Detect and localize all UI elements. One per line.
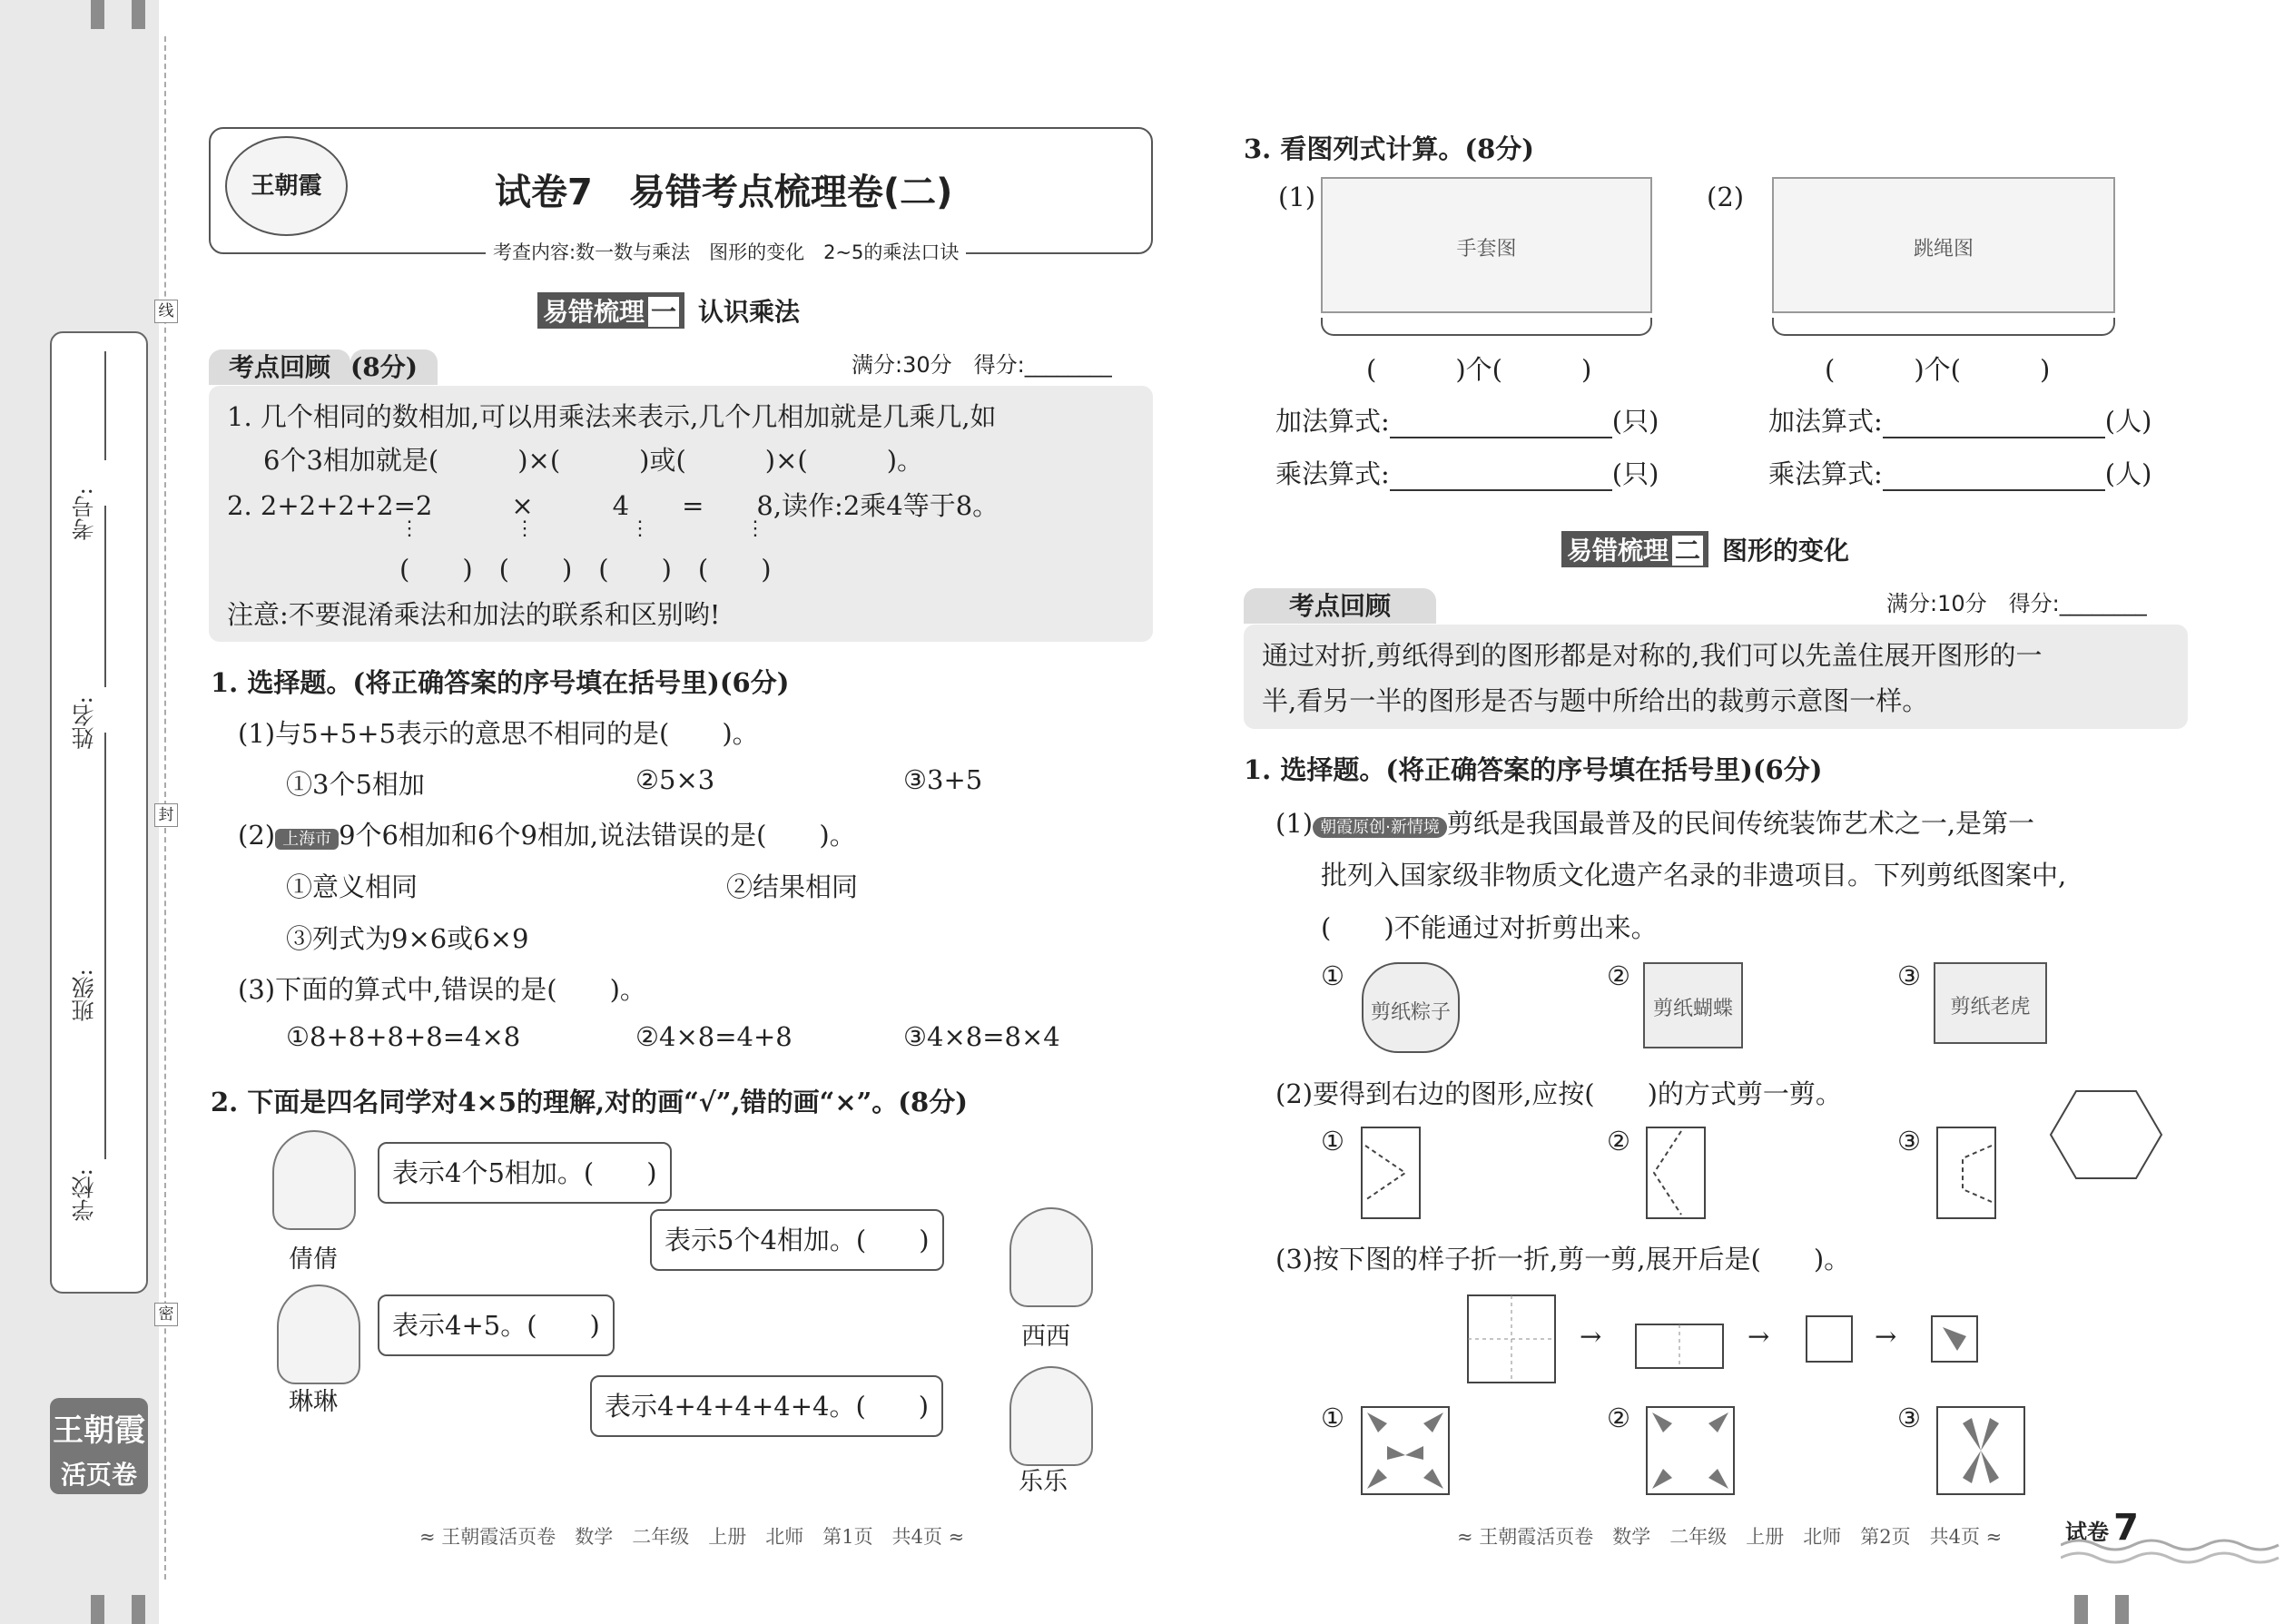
question-1-title: 1. 选择题。(将正确答案的序号填在括号里)(6分) bbox=[211, 667, 790, 698]
student-linlin-illustration bbox=[277, 1284, 360, 1384]
option[interactable]: ①8+8+8+8=4×8 bbox=[286, 1021, 521, 1052]
question-1-1: (1) 朝霞原创·新情境 剪纸是我国最普及的民间传统装饰艺术之一,是第一 bbox=[1275, 808, 2035, 839]
arrow: → bbox=[1748, 1321, 1770, 1352]
question-1-2: (2)要得到右边的图形,应按( )的方式剪一剪。 bbox=[1275, 1078, 1842, 1109]
question-text: ( )不能通过对折剪出来。 bbox=[1321, 912, 1658, 943]
cut-mark-seal: 封 bbox=[154, 803, 178, 827]
option[interactable]: ①3个5相加 bbox=[286, 769, 425, 800]
speech-bubble[interactable]: 表示5个4相加。( ) bbox=[650, 1209, 944, 1271]
review-line: ( ) ( ) ( ) ( ) bbox=[399, 554, 772, 585]
arrow: → bbox=[1875, 1321, 1897, 1352]
page-subtitle: 考查内容:数一数与乘法 图形的变化 2~5的乘法口诀 bbox=[486, 238, 966, 265]
crop-mark bbox=[2074, 1595, 2088, 1624]
class-field[interactable] bbox=[104, 733, 106, 960]
fold-step-rect bbox=[1634, 1321, 1725, 1371]
part-label: (2) bbox=[1707, 182, 1745, 212]
fold-cut-diagram bbox=[1360, 1126, 1423, 1221]
name-label: 姓名: bbox=[71, 696, 97, 750]
addition-label: 加法算式: (只) bbox=[1275, 406, 1659, 437]
cut-mark-secret: 密 bbox=[154, 1303, 178, 1326]
class-label: 班级: bbox=[71, 969, 97, 1022]
wave-decoration bbox=[2061, 1534, 2288, 1570]
cut-mark-line: 线 bbox=[154, 300, 178, 323]
gloves-illustration: 手套图 bbox=[1321, 177, 1652, 313]
papercut-butterfly-image: 剪纸蝴蝶 bbox=[1643, 962, 1743, 1048]
papercut-tiger-image: 剪纸老虎 bbox=[1934, 962, 2047, 1044]
id-field[interactable] bbox=[104, 351, 106, 460]
brand-logo: 王朝霞 活页卷 bbox=[50, 1398, 148, 1494]
fold-step-small bbox=[1805, 1314, 1855, 1364]
option[interactable]: ②结果相同 bbox=[726, 871, 859, 902]
student-name: 琳琳 bbox=[289, 1388, 338, 1416]
student-name: 倩倩 bbox=[289, 1245, 338, 1274]
option[interactable]: ① bbox=[1321, 1126, 1344, 1156]
question-1-1: (1)与5+5+5表示的意思不相同的是( )。 bbox=[238, 718, 759, 749]
region-tag: 上海市 bbox=[275, 829, 339, 850]
arrow: → bbox=[1580, 1321, 1602, 1352]
hexagon-target bbox=[2047, 1089, 2165, 1180]
footer-right: ≈ 王朝霞活页卷 数学 二年级 上册 北师 第2页 共4页 ≈ bbox=[1457, 1526, 2003, 1548]
school-label: 学校: bbox=[71, 1168, 97, 1222]
review-note: 注意:不要混淆乘法和加法的联系和区别哟! bbox=[227, 599, 721, 630]
crop-mark bbox=[132, 1595, 145, 1624]
question-1-3: (3)下面的算式中,错误的是( )。 bbox=[238, 974, 646, 1005]
option[interactable]: ① bbox=[1321, 1403, 1344, 1433]
option[interactable]: ② bbox=[1607, 960, 1630, 991]
fold-step-cut bbox=[1930, 1314, 1980, 1364]
option[interactable]: ③4×8=8×4 bbox=[903, 1021, 1060, 1052]
speech-bubble[interactable]: 表示4+4+4+4+4。( ) bbox=[590, 1375, 943, 1437]
speech-bubble[interactable]: 表示4个5相加。( ) bbox=[378, 1142, 672, 1204]
option[interactable]: ① bbox=[1321, 960, 1344, 991]
fold-step-square bbox=[1466, 1294, 1557, 1384]
name-field[interactable] bbox=[104, 506, 106, 687]
multiplication-label: 乘法算式: (只) bbox=[1275, 458, 1659, 489]
review-line: 半,看另一半的图形是否与题中所给出的裁剪示意图一样。 bbox=[1262, 685, 1929, 716]
multiplication-label: 乘法算式: (人) bbox=[1768, 458, 2152, 489]
student-name: 乐乐 bbox=[1019, 1468, 1068, 1496]
student-xixi-illustration bbox=[1009, 1207, 1093, 1307]
unfold-answer-diagram bbox=[1645, 1405, 1736, 1496]
brace bbox=[1321, 318, 1652, 336]
score-line-2: 满分:10分 得分:________ bbox=[1886, 591, 2147, 616]
review-line: 1. 几个相同的数相加,可以用乘法来表示,几个几相加就是几乘几,如 bbox=[227, 401, 997, 432]
answer-blank[interactable]: ( )个( ) bbox=[1366, 354, 1592, 385]
unfold-answer-diagram bbox=[1935, 1405, 2026, 1496]
section-heading-2: 易错梳理 二 图形的变化 bbox=[1561, 531, 1849, 567]
review-line: 通过对折,剪纸得到的图形都是对称的,我们可以先盖住展开图形的一 bbox=[1262, 640, 2043, 671]
page-title: 试卷7 易错考点梳理卷(二) bbox=[495, 172, 953, 213]
original-tag: 朝霞原创·新情境 bbox=[1313, 817, 1447, 838]
review-tab: 考点回顾 bbox=[1244, 586, 1436, 623]
publisher-seal: 王朝霞 bbox=[225, 136, 348, 236]
footer-left: ≈ 王朝霞活页卷 数学 二年级 上册 北师 第1页 共4页 ≈ bbox=[419, 1526, 965, 1548]
addition-label: 加法算式: (人) bbox=[1768, 406, 2152, 437]
part-label: (1) bbox=[1278, 182, 1316, 212]
score-line-1: 满分:30分 得分:________ bbox=[852, 352, 1112, 378]
review-line: 2. 2+2+2+2=2 × 4 = 8,读作:2乘4等于8。 bbox=[227, 490, 999, 521]
option[interactable]: ②4×8=4+8 bbox=[635, 1021, 793, 1052]
unfold-answer-diagram bbox=[1360, 1405, 1451, 1496]
papercut-zongzi-image: 剪纸粽子 bbox=[1362, 962, 1460, 1053]
paper-number: 试卷 7 bbox=[2065, 1507, 2139, 1549]
section-heading-1: 易错梳理 一 认识乘法 bbox=[537, 292, 800, 329]
crop-mark bbox=[91, 0, 104, 29]
option[interactable]: ② bbox=[1607, 1126, 1630, 1156]
question-text: 批列入国家级非物质文化遗产名录的非遗项目。下列剪纸图案中, bbox=[1321, 860, 2067, 891]
crop-mark bbox=[91, 1595, 104, 1624]
question-3-title: 3. 看图列式计算。(8分) bbox=[1244, 133, 1534, 164]
review-line: 6个3相加就是( )×( )或( )×( )。 bbox=[263, 445, 924, 476]
question-2-title: 2. 下面是四名同学对4×5的理解,对的画“√”,错的画“×”。(8分) bbox=[211, 1087, 968, 1117]
crop-mark bbox=[132, 0, 145, 29]
student-info-box bbox=[50, 331, 148, 1294]
crop-mark bbox=[2115, 1595, 2129, 1624]
section-tag: 易错梳理 一 bbox=[537, 292, 684, 329]
fold-cut-diagram bbox=[1645, 1126, 1708, 1221]
question-1-3: (3)按下图的样子折一折,剪一剪,展开后是( )。 bbox=[1275, 1244, 1851, 1275]
speech-bubble[interactable]: 表示4+5。( ) bbox=[378, 1294, 615, 1356]
option[interactable]: ②5×3 bbox=[635, 764, 715, 795]
answer-blank[interactable]: ( )个( ) bbox=[1825, 354, 2051, 385]
question-1-title: 1. 选择题。(将正确答案的序号填在括号里)(6分) bbox=[1244, 754, 1823, 785]
review-tab: 考点回顾 (8分) bbox=[209, 348, 438, 384]
brace bbox=[1772, 318, 2115, 336]
id-label: 考号: bbox=[71, 487, 97, 541]
option[interactable]: ③ bbox=[1897, 1403, 1921, 1433]
student-lele-illustration bbox=[1009, 1366, 1093, 1466]
option[interactable]: ③ bbox=[1897, 1126, 1921, 1156]
option[interactable]: ② bbox=[1607, 1403, 1630, 1433]
option[interactable]: ③ bbox=[1897, 960, 1921, 991]
question-1-2: (2) 上海市 9个6相加和6个9相加,说法错误的是( )。 bbox=[238, 820, 856, 851]
student-name: 西西 bbox=[1021, 1323, 1070, 1351]
option[interactable]: ③列式为9×6或6×9 bbox=[286, 923, 529, 954]
option[interactable]: ①意义相同 bbox=[286, 871, 418, 902]
option[interactable]: ③3+5 bbox=[903, 764, 983, 795]
dots: ⋮⋮⋮⋮ bbox=[399, 517, 861, 540]
student-qianqian-illustration bbox=[272, 1130, 356, 1230]
jump-rope-illustration: 跳绳图 bbox=[1772, 177, 2115, 313]
fold-cut-diagram bbox=[1935, 1126, 1999, 1221]
